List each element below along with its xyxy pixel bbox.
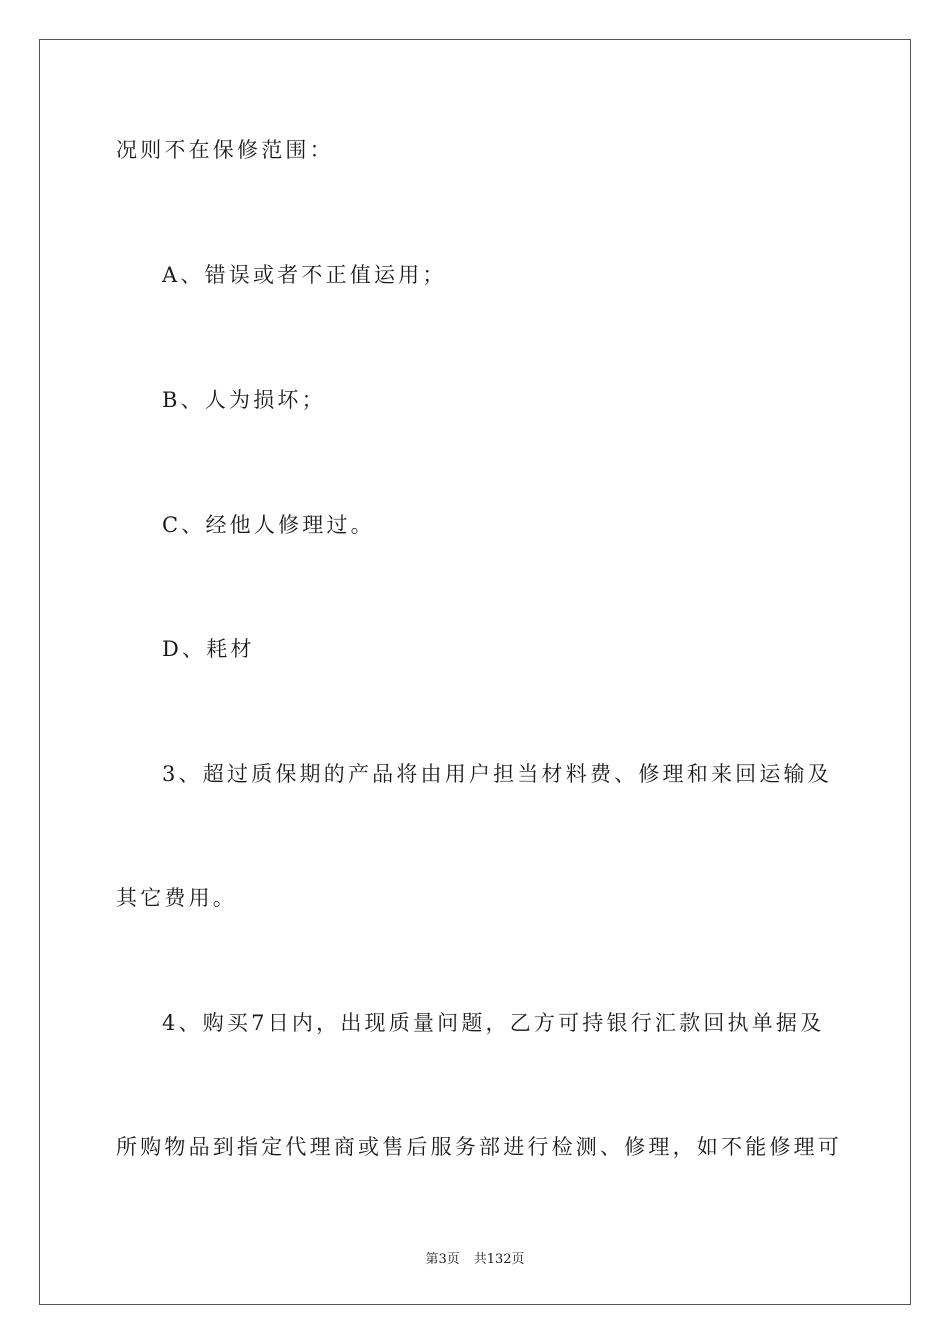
- text-line: 4、购买7日内，出现质量问题，乙方可持银行汇款回执单据及: [162, 1011, 825, 1035]
- text-line: 3、超过质保期的产品将由用户担当材料费、修理和来回运输及: [162, 762, 832, 786]
- total-page-count: 共132页: [473, 1252, 525, 1267]
- text-line: B、人为损坏；: [162, 388, 326, 412]
- text-line: A、错误或者不正值运用；: [162, 263, 447, 287]
- text-line: 所购物品到指定代理商或售后服务部进行检测、修理，如不能修理可: [116, 1135, 842, 1159]
- page-border: [39, 39, 911, 1305]
- text-line: 况则不在保修范围：: [116, 138, 334, 162]
- current-page-number: 第3页: [425, 1252, 460, 1267]
- text-line: D、耗材: [162, 637, 255, 661]
- text-line: 其它费用。: [116, 886, 237, 910]
- text-line: C、经他人修理过。: [162, 513, 375, 537]
- page-footer: [0, 1248, 950, 1267]
